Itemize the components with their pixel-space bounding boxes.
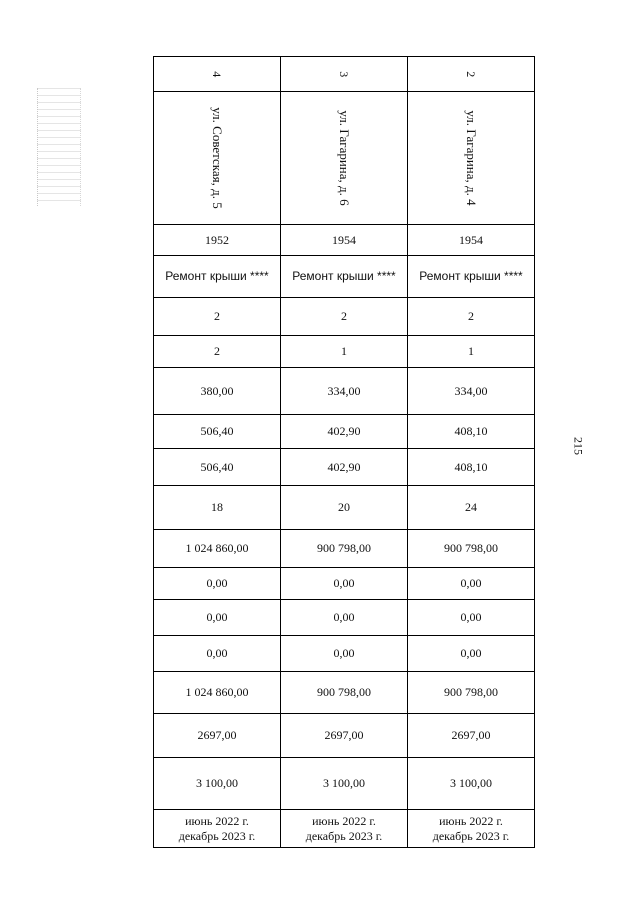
table-row: [154, 486, 535, 530]
value-cell: 334,00: [281, 368, 408, 415]
work-type-cell: Ремонт крыши ****: [408, 256, 535, 298]
year-cell: 1952: [154, 225, 281, 256]
value-cell: 2: [408, 298, 535, 336]
value-cell: 900 798,00: [408, 672, 535, 714]
table-row: [154, 449, 535, 486]
address-cell: [281, 92, 408, 225]
column-number-cell: [281, 57, 408, 92]
table-row: [154, 368, 535, 415]
address-cell: [408, 92, 535, 225]
period-cell: [154, 810, 281, 848]
repair-program-table: [153, 56, 535, 848]
value-cell: 900 798,00: [281, 530, 408, 568]
work-type-cell: Ремонт крыши ****: [154, 256, 281, 298]
column-number: 4: [210, 70, 225, 77]
table-row: [154, 530, 535, 568]
period-start: июнь 2022 г.: [185, 814, 249, 829]
value-cell: 3 100,00: [281, 758, 408, 810]
table-body: [154, 57, 535, 848]
column-number-cell: [154, 57, 281, 92]
period-cell: [408, 810, 535, 848]
table-row: [154, 600, 535, 636]
value-cell: 0,00: [408, 568, 535, 600]
value-cell: 24: [408, 486, 535, 530]
address-row: [154, 92, 535, 225]
value-cell: 20: [281, 486, 408, 530]
value-cell: 506,40: [154, 449, 281, 486]
column-number-row: [154, 57, 535, 92]
period-start: июнь 2022 г.: [439, 814, 503, 829]
faint-stamp-mark: [37, 88, 81, 206]
value-cell: 408,10: [408, 415, 535, 449]
value-cell: 1: [408, 336, 535, 368]
period-end: декабрь 2023 г.: [178, 828, 256, 843]
table-row: [154, 415, 535, 449]
value-cell: 408,10: [408, 449, 535, 486]
value-cell: 0,00: [281, 636, 408, 672]
value-cell: 380,00: [154, 368, 281, 415]
table-row: [154, 568, 535, 600]
period-row: [154, 810, 535, 848]
period-end: декабрь 2023 г.: [305, 828, 383, 843]
address-text: ул. Гагарина, д. 4: [463, 110, 479, 206]
year-cell: 1954: [281, 225, 408, 256]
column-number: 3: [337, 70, 352, 77]
value-cell: 402,90: [281, 415, 408, 449]
table-row: [154, 672, 535, 714]
value-cell: 18: [154, 486, 281, 530]
value-cell: 2697,00: [408, 714, 535, 758]
work-type-row: [154, 256, 535, 298]
table-row: [154, 336, 535, 368]
page-number: 215: [571, 437, 586, 455]
value-cell: 2: [154, 336, 281, 368]
value-cell: 2697,00: [281, 714, 408, 758]
value-cell: 3 100,00: [408, 758, 535, 810]
value-cell: 334,00: [408, 368, 535, 415]
period-cell: [281, 810, 408, 848]
value-cell: 0,00: [154, 568, 281, 600]
work-type-cell: Ремонт крыши ****: [281, 256, 408, 298]
table-row: [154, 298, 535, 336]
value-cell: 1 024 860,00: [154, 672, 281, 714]
year-row: [154, 225, 535, 256]
table-row: [154, 636, 535, 672]
value-cell: 506,40: [154, 415, 281, 449]
table-row: [154, 758, 535, 810]
value-cell: 1: [281, 336, 408, 368]
value-cell: 1 024 860,00: [154, 530, 281, 568]
value-cell: 900 798,00: [408, 530, 535, 568]
value-cell: 2: [154, 298, 281, 336]
address-cell: [154, 92, 281, 225]
value-cell: 402,90: [281, 449, 408, 486]
value-cell: 2: [281, 298, 408, 336]
column-number-cell: [408, 57, 535, 92]
year-cell: 1954: [408, 225, 535, 256]
address-text: ул. Гагарина, д. 6: [336, 110, 352, 206]
address-text: ул. Советская, д. 5: [209, 107, 225, 209]
value-cell: 0,00: [281, 568, 408, 600]
table-row: [154, 714, 535, 758]
value-cell: 3 100,00: [154, 758, 281, 810]
value-cell: 0,00: [154, 600, 281, 636]
value-cell: 0,00: [281, 600, 408, 636]
value-cell: 2697,00: [154, 714, 281, 758]
column-number: 2: [464, 70, 479, 77]
value-cell: 0,00: [154, 636, 281, 672]
value-cell: 900 798,00: [281, 672, 408, 714]
value-cell: 0,00: [408, 600, 535, 636]
period-start: июнь 2022 г.: [312, 814, 376, 829]
value-cell: 0,00: [408, 636, 535, 672]
period-end: декабрь 2023 г.: [432, 828, 510, 843]
